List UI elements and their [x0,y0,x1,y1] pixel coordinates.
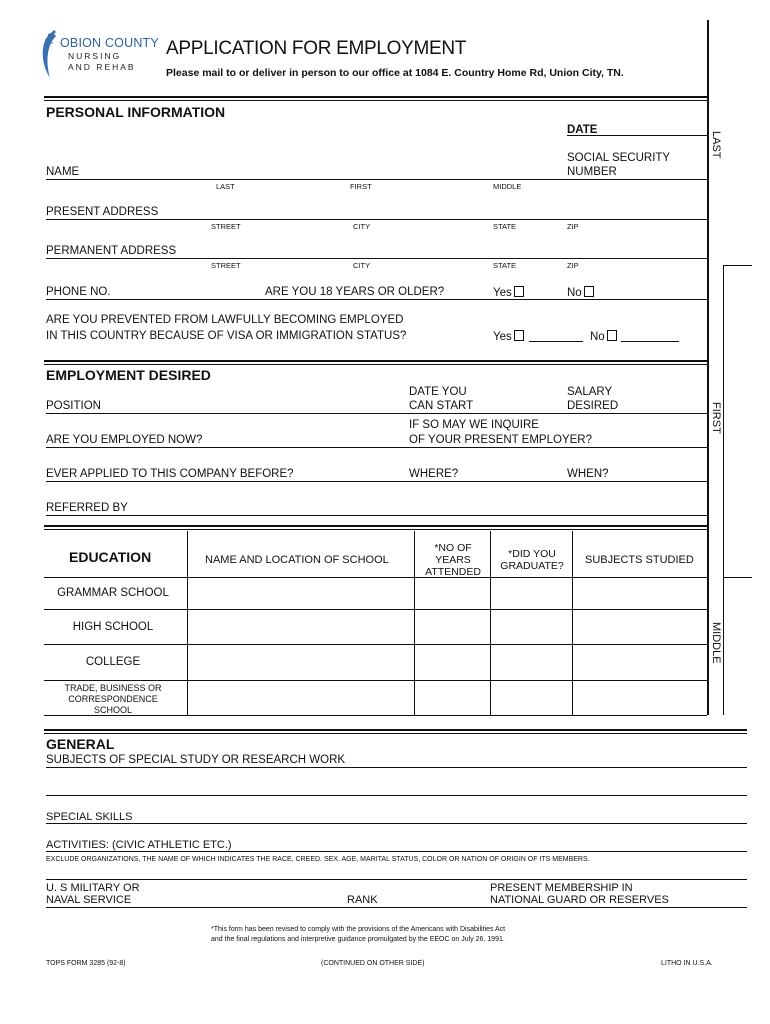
exclude-note: EXCLUDE ORGANIZATIONS, THE NAME OF WHICH INDICATES THE RACE, CREED. SEX. AGE, MARITAL STATUS, COLOR OR NATION OF ORIGIN OF ITS MEMBERS. [46,856,590,863]
edu-col-3 [490,531,491,715]
col-graduate: *DID YOU GRADUATE? [500,548,564,572]
permanent-address-field[interactable] [46,258,707,259]
position-label: POSITION [46,400,101,412]
referred-by-field[interactable] [46,515,707,516]
rule-top [44,96,707,98]
present-address-field[interactable] [46,219,707,220]
special-study-field-2[interactable] [46,795,747,796]
visa-no [590,330,617,344]
military-2: NAVAL SERVICE [46,894,132,906]
logo-line2: NURSING [68,51,122,61]
logo-line3: AND REHAB [68,62,136,72]
side-divider [707,20,709,715]
inquire-1: IF SO MAY WE INQUIRE [409,419,539,431]
edu-row-line-4 [44,680,707,681]
visa-yes-checkbox[interactable] [514,330,524,341]
age-yes [493,286,524,300]
general-heading: GENERAL [46,736,115,752]
activities-field[interactable] [46,851,747,852]
side-label-first: FIRST [710,402,722,434]
general-top-rule [44,729,747,731]
edu-trade-cell[interactable] [189,682,413,714]
name-sub-first: FIRST [350,182,372,191]
date-start-2: CAN START [409,400,474,412]
side-tick-1 [724,265,752,266]
edu-row-line-1 [44,577,707,578]
general-top-rule-thin [44,733,747,734]
visa-question-2: IN THIS COUNTRY BECAUSE OF VISA OR IMMIGRATION STATUS? [46,330,407,342]
ssn-label-2: NUMBER [567,166,617,178]
permanent-city: CITY [353,261,371,270]
military-1: U. S MILITARY OR [46,882,140,894]
edu-row-high: HIGH SCHOOL [72,621,154,633]
edu-college-cell[interactable] [189,646,413,679]
salary-1: SALARY [567,386,613,398]
date-label: DATE [567,124,598,136]
personal-heading: PERSONAL INFORMATION [46,104,226,120]
visa-yes-line[interactable] [529,341,583,342]
permanent-address-label: PERMANENT ADDRESS [46,245,177,257]
ada-note-2: and the final regulations and interpretive guidance promulgated by the EEOC on July 26. 1991. [211,936,505,943]
special-skills-label: SPECIAL SKILLS [46,811,133,823]
edu-row-trade: TRADE, BUSINESS OR CORRESPONDENCE SCHOOL [64,683,162,715]
special-study-label: SUBJECTS OF SPECIAL STUDY OR RESEARCH WORK [46,754,346,766]
edu-col-1 [187,531,188,715]
age-no-checkbox[interactable] [584,286,594,297]
visa-question-1: ARE YOU PREVENTED FROM LAWFULLY BECOMING EMPLOYED [46,314,404,326]
rule-top-thin [44,100,707,101]
employment-heading: EMPLOYMENT DESIRED [46,367,211,383]
rule-personal-end-thin [44,364,707,365]
edu-top-rule-thin [44,529,707,530]
edu-row-line-3 [44,644,707,645]
side-outer [723,265,724,715]
name-label: NAME [46,166,80,178]
edu-row-grammar: GRAMMAR SCHOOL [57,587,169,599]
salary-2: DESIRED [567,400,619,412]
present-state: STATE [493,222,517,231]
side-tick-2 [724,577,752,578]
employed-now-field[interactable] [46,447,707,448]
permanent-zip: ZIP [567,261,579,270]
present-address-label: PRESENT ADDRESS [46,206,159,218]
visa-no-line[interactable] [621,341,679,342]
special-skills-field[interactable] [46,823,747,824]
form-number: TOPS FORM 3285 (92-8) [46,960,126,967]
edu-top-rule [44,525,707,527]
age-no [567,286,594,300]
employed-now-label: ARE YOU EMPLOYED NOW? [46,434,203,446]
logo-line1: OBION COUNTY [60,36,159,50]
side-label-last: LAST [710,131,722,159]
activities-field-2[interactable] [46,879,747,880]
date-start-1: DATE YOU [409,386,467,398]
litho-note: LITHO IN U.S.A. [661,960,713,967]
permanent-state: STATE [493,261,517,270]
referred-by-label: REFERRED BY [46,502,128,514]
col-years: *NO OF YEARS ATTENDED [425,542,481,578]
age-yes-label: Yes [493,287,512,299]
phone-label: PHONE NO. [46,286,111,298]
col-subjects: SUBJECTS STUDIED [585,554,694,566]
edu-col-2 [414,531,415,715]
education-heading: EDUCATION [69,549,152,565]
name-sub-middle: MIDDLE [493,182,522,191]
edu-row-college: COLLEGE [85,656,141,668]
position-field[interactable] [46,413,707,414]
edu-high-school-cell[interactable] [189,611,413,643]
visa-no-checkbox[interactable] [607,330,617,341]
special-study-field[interactable] [46,767,747,768]
rule-personal-end [44,360,707,362]
applied-before-label: EVER APPLIED TO THIS COMPANY BEFORE? [46,468,294,480]
rank-label: RANK [347,894,378,906]
ada-note-1: *This form has been revised to comply with the provisions of the Americans with Disabilities Act [211,926,506,933]
permanent-street: STREET [211,261,241,270]
date-field[interactable] [567,135,707,136]
age-yes-checkbox[interactable] [514,286,524,297]
col-school: NAME AND LOCATION OF SCHOOL [205,554,389,566]
visa-yes [493,330,524,344]
military-field[interactable] [46,907,747,908]
logo-swoosh-icon [38,28,62,80]
guard-1: PRESENT MEMBERSHIP IN [490,882,633,894]
visa-yes-label: Yes [493,331,512,343]
age-question: ARE YOU 18 YEARS OR OLDER? [265,286,445,298]
logo [38,28,158,80]
present-zip: ZIP [567,222,579,231]
form-title: APPLICATION FOR EMPLOYMENT [166,38,467,59]
where-label: WHERE? [409,468,459,480]
side-label-middle: MIDDLE [710,622,722,664]
continued-note: (CONTINUED ON OTHER SIDE) [321,960,425,967]
form-subtitle: Please mail to or deliver in person to our office at 1084 E. Country Home Rd, Union City, TN. [166,67,624,79]
edu-grammar-school-cell[interactable] [189,579,413,608]
ssn-label-1: SOCIAL SECURITY [567,152,671,164]
when-label: WHEN? [567,468,609,480]
age-no-label: No [567,287,582,299]
name-sub-last: LAST [216,182,235,191]
name-field[interactable] [46,179,707,180]
edu-row-line-2 [44,609,707,610]
applied-before-field[interactable] [46,481,707,482]
activities-label: ACTIVITIES: (CIVIC ATHLETIC ETC.) [46,839,232,851]
phone-field[interactable] [46,299,707,300]
visa-no-label: No [590,331,605,343]
present-street: STREET [211,222,241,231]
inquire-2: OF YOUR PRESENT EMPLOYER? [409,434,592,446]
edu-col-4 [572,531,573,715]
present-city: CITY [353,222,371,231]
guard-2: NATIONAL GUARD OR RESERVES [490,894,669,906]
